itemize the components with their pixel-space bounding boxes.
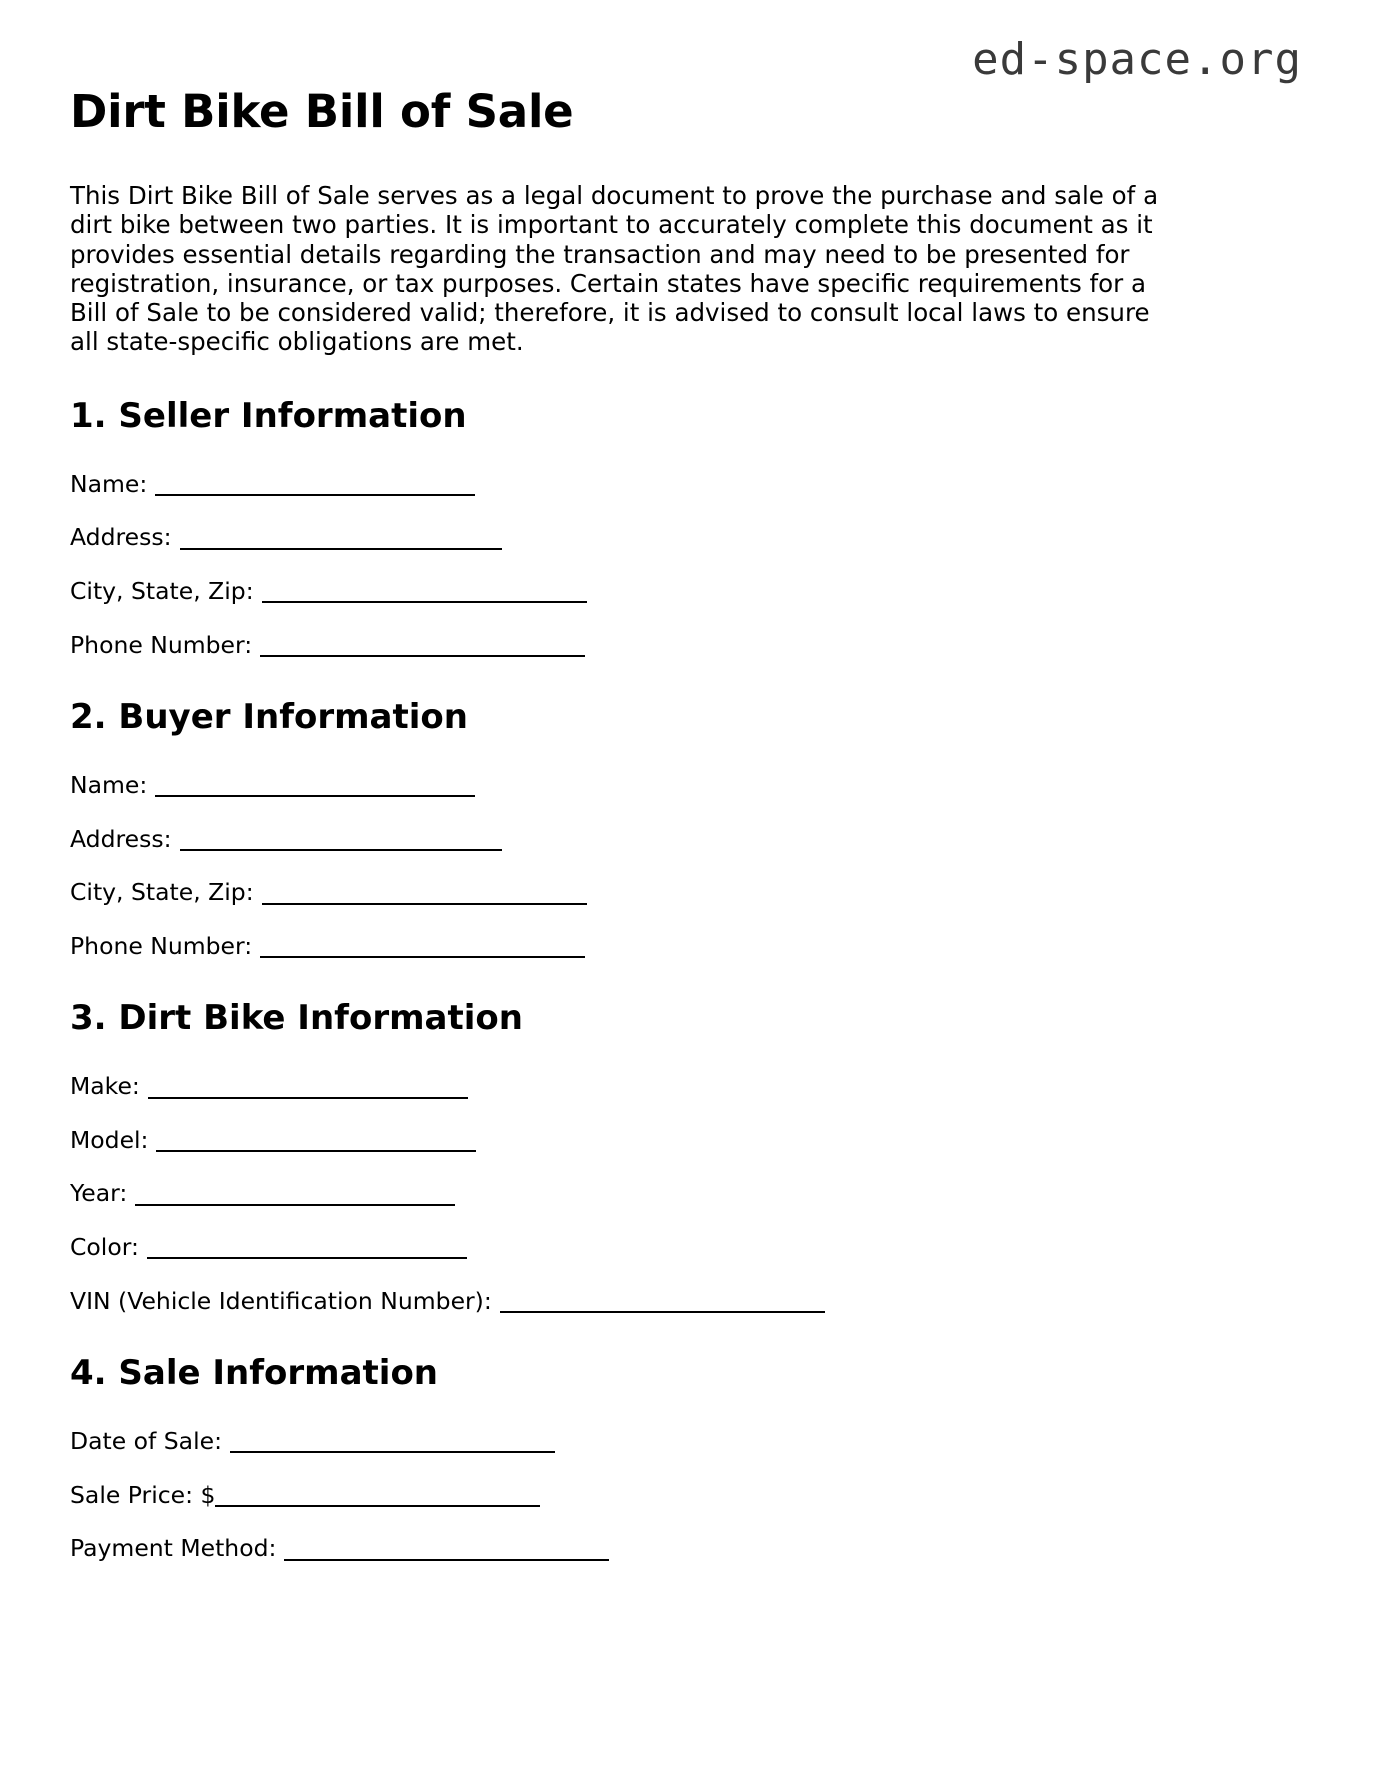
section-heading-seller-information: 1. Seller Information — [70, 396, 467, 437]
field-label-buyer-name: Name: — [70, 771, 148, 800]
field-blank-bike-year[interactable] — [135, 1181, 455, 1205]
field-row — [70, 604, 1304, 658]
field-row — [70, 1152, 1304, 1206]
field-blank-bike-model[interactable] — [156, 1128, 476, 1152]
field-blank-seller-address[interactable] — [180, 525, 502, 549]
field-row — [70, 1507, 1304, 1561]
field-blank-seller-name[interactable] — [155, 472, 475, 496]
section-heading-sale-information: 4. Sale Information — [70, 1353, 439, 1394]
intro-paragraph: This Dirt Bike Bill of Sale serves as a legal document to prove the purchase and sale of a dirt bike between two parties. It is important to accurately complete this document as it provides essential details regarding the transaction and may need to be presented for registration, insurance, or tax purposes. Certain states have specific requirements for a Bill of Sale to be considered valid; therefore, it is advised to consult local laws to ensure all state-specific obligations are met. — [70, 181, 1159, 356]
field-row — [70, 1454, 1304, 1508]
site-watermark: ed-space.org — [972, 34, 1302, 85]
field-row — [70, 1099, 1304, 1153]
field-blank-buyer-phone-number[interactable] — [260, 934, 585, 958]
field-row — [70, 1400, 1304, 1454]
field-blank-date-of-sale[interactable] — [230, 1429, 555, 1453]
field-blank-seller-phone-number[interactable] — [260, 633, 585, 657]
field-blank-bike-color[interactable] — [147, 1235, 467, 1259]
field-row — [70, 798, 1304, 852]
field-blank-bike-make[interactable] — [148, 1074, 468, 1098]
field-row — [70, 496, 1304, 550]
field-label-bike-model: Model: — [70, 1125, 149, 1154]
field-label-buyer-address: Address: — [70, 824, 172, 853]
field-label-buyer-phone-number: Phone Number: — [70, 931, 253, 960]
field-label-payment-method: Payment Method: — [70, 1534, 277, 1563]
field-label-seller-city-state-zip: City, State, Zip: — [70, 577, 254, 606]
field-blank-seller-city-state-zip[interactable] — [262, 579, 587, 603]
field-label-bike-year: Year: — [70, 1179, 128, 1208]
field-row — [70, 851, 1304, 905]
field-row — [70, 550, 1304, 604]
field-blank-bike-vin[interactable] — [500, 1289, 825, 1313]
field-row — [70, 1206, 1304, 1260]
field-blank-payment-method[interactable] — [284, 1536, 609, 1560]
field-label-seller-address: Address: — [70, 523, 172, 552]
field-label-buyer-city-state-zip: City, State, Zip: — [70, 878, 254, 907]
field-row — [70, 443, 1304, 497]
field-blank-sale-price[interactable] — [215, 1483, 540, 1507]
field-label-bike-make: Make: — [70, 1072, 140, 1101]
field-row — [70, 744, 1304, 798]
section-heading-dirt-bike-information: 3. Dirt Bike Information — [70, 998, 523, 1039]
field-label-seller-name: Name: — [70, 469, 148, 498]
field-row — [70, 905, 1304, 959]
page-title: Dirt Bike Bill of Sale — [70, 85, 574, 138]
field-label-date-of-sale: Date of Sale: — [70, 1427, 222, 1456]
field-row — [70, 1045, 1304, 1099]
field-label-seller-phone-number: Phone Number: — [70, 630, 253, 659]
section-heading-buyer-information: 2. Buyer Information — [70, 697, 468, 738]
field-label-bike-color: Color: — [70, 1233, 139, 1262]
field-row — [70, 1260, 1304, 1314]
field-blank-buyer-name[interactable] — [155, 773, 475, 797]
field-blank-buyer-city-state-zip[interactable] — [262, 880, 587, 904]
field-label-sale-price: Sale Price: $ — [70, 1480, 216, 1509]
field-label-bike-vin: VIN (Vehicle Identification Number): — [70, 1286, 492, 1315]
field-blank-buyer-address[interactable] — [180, 827, 502, 851]
